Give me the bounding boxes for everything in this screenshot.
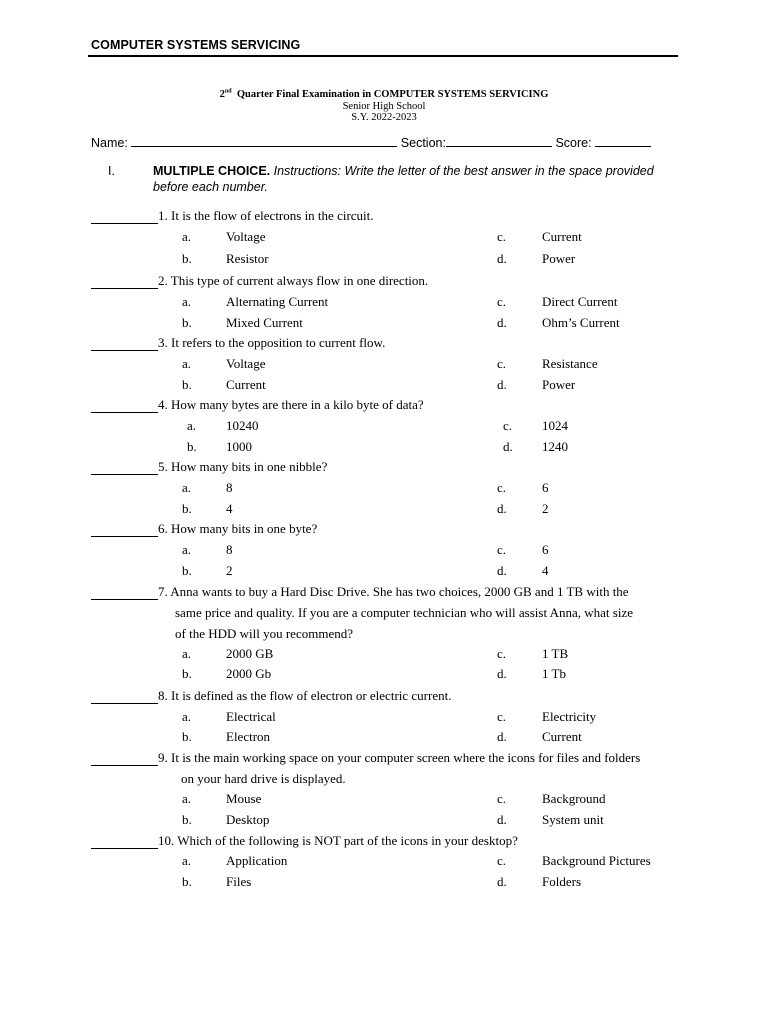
option-letter: d. [497, 251, 507, 266]
section-heading: MULTIPLE CHOICE. [153, 164, 271, 178]
option-letter: d. [497, 377, 507, 392]
question-text: 2. This type of current always flow in one direction. [158, 273, 429, 288]
section-instructions [153, 164, 663, 195]
option-text: Power [542, 377, 576, 392]
option-letter: b. [182, 666, 192, 681]
option-letter: b. [182, 812, 192, 827]
option-letter: b. [182, 501, 192, 516]
option-text: Current [226, 377, 266, 392]
option-letter: d. [497, 315, 507, 330]
option-letter: c. [497, 480, 507, 495]
question-text: 6. How many bits in one byte? [158, 521, 318, 536]
header-divider [88, 55, 678, 57]
option-text: Electron [226, 729, 271, 744]
section-label: Section: [400, 136, 446, 150]
option-text: 1 TB [542, 646, 569, 661]
exam-title-ordinal: 2 [219, 89, 225, 100]
option-letter: d. [497, 666, 507, 681]
name-label: Name: [91, 136, 128, 150]
question-text: 1. It is the flow of electrons in the circuit. [158, 208, 374, 223]
option-text: Background Pictures [542, 853, 651, 868]
option-text: Ohm’s Current [542, 315, 620, 330]
option-text: 1 Tb [542, 666, 566, 681]
option-text: 8 [226, 480, 233, 495]
option-letter: d. [503, 439, 513, 454]
name-field[interactable] [131, 135, 397, 147]
option-text: Voltage [226, 229, 266, 244]
question-text: 9. It is the main working space on your computer screen where the icons for files and folders [158, 750, 641, 765]
option-text: Electrical [226, 709, 276, 724]
option-text: 1000 [226, 439, 252, 454]
section-field[interactable] [446, 135, 552, 147]
option-text: Background [542, 791, 606, 806]
option-text: Folders [542, 874, 581, 889]
answer-blank[interactable] [91, 848, 158, 849]
option-letter: a. [182, 229, 192, 244]
question-text-continuation: same price and quality. If you are a computer technician who will assist Anna, what size [175, 605, 633, 620]
question-text: 7. Anna wants to buy a Hard Disc Drive. She has two choices, 2000 GB and 1 TB with the [158, 584, 629, 599]
option-text: 4 [226, 501, 233, 516]
option-text: Mouse [226, 791, 262, 806]
option-text: Application [226, 853, 288, 868]
option-text: 10240 [226, 418, 259, 433]
exam-title [0, 89, 768, 100]
option-letter: b. [182, 251, 192, 266]
option-letter: c. [497, 709, 507, 724]
option-letter: a. [182, 709, 192, 724]
option-letter: a. [187, 418, 197, 433]
option-letter: b. [182, 315, 192, 330]
option-letter: c. [497, 294, 507, 309]
option-letter: d. [497, 729, 507, 744]
option-text: Files [226, 874, 252, 889]
answer-blank[interactable] [91, 412, 158, 413]
exam-level: Senior High School [342, 101, 426, 112]
option-letter: a. [182, 791, 192, 806]
option-text: Desktop [226, 812, 270, 827]
instructions-text: Instructions: Write the letter of the best answer in the space provided before each number. [153, 164, 654, 194]
option-text: 2 [542, 501, 549, 516]
option-text: 6 [542, 542, 549, 557]
option-letter: b. [182, 874, 192, 889]
option-text: 1024 [542, 418, 568, 433]
option-letter: c. [497, 791, 507, 806]
option-text: 2000 Gb [226, 666, 272, 681]
option-text: Current [542, 229, 582, 244]
option-text: 8 [226, 542, 233, 557]
answer-blank[interactable] [91, 703, 158, 704]
option-letter: b. [182, 729, 192, 744]
question-text: 4. How many bytes are there in a kilo byte of data? [158, 397, 424, 412]
option-text: Power [542, 251, 576, 266]
answer-blank[interactable] [91, 223, 158, 224]
answer-blank[interactable] [91, 536, 158, 537]
question-text-continuation: on your hard drive is displayed. [181, 771, 346, 786]
option-letter: a. [182, 294, 192, 309]
option-letter: a. [182, 646, 192, 661]
student-info-line [91, 135, 651, 150]
option-letter: d. [497, 812, 507, 827]
option-text: Mixed Current [226, 315, 303, 330]
option-text: Direct Current [542, 294, 618, 309]
option-letter: d. [497, 501, 507, 516]
question-text-continuation: of the HDD will you recommend? [175, 626, 353, 641]
option-letter: b. [182, 563, 192, 578]
option-text: Current [542, 729, 582, 744]
option-text: 2000 GB [226, 646, 274, 661]
option-text: System unit [542, 812, 604, 827]
option-letter: b. [187, 439, 197, 454]
exam-title-ordinal-suffix: nd [224, 88, 232, 95]
question-text: 10. Which of the following is NOT part of the icons in your desktop? [158, 833, 518, 848]
answer-blank[interactable] [91, 599, 158, 600]
answer-blank[interactable] [91, 474, 158, 475]
answer-blank[interactable] [91, 288, 158, 289]
option-text: 1240 [542, 439, 568, 454]
question-text: 3. It refers to the opposition to current flow. [158, 335, 386, 350]
score-label: Score: [555, 136, 592, 150]
option-letter: d. [497, 563, 507, 578]
option-letter: c. [497, 646, 507, 661]
option-letter: c. [497, 229, 507, 244]
header-title: COMPUTER SYSTEMS SERVICING [91, 38, 301, 52]
option-text: Resistor [226, 251, 269, 266]
option-letter: a. [182, 356, 192, 371]
section-number: I. [108, 164, 115, 178]
option-text: Voltage [226, 356, 266, 371]
option-letter: a. [182, 542, 192, 557]
option-letter: a. [182, 480, 192, 495]
option-text: 2 [226, 563, 233, 578]
option-letter: c. [497, 356, 507, 371]
exam-school-year: S.Y. 2022-2023 [351, 112, 417, 123]
option-text: Alternating Current [226, 294, 329, 309]
option-letter: b. [182, 377, 192, 392]
option-text: 6 [542, 480, 549, 495]
option-text: Electricity [542, 709, 597, 724]
answer-blank[interactable] [91, 765, 158, 766]
score-field[interactable] [595, 135, 651, 147]
option-letter: a. [182, 853, 192, 868]
option-letter: d. [497, 874, 507, 889]
option-letter: c. [497, 542, 507, 557]
exam-title-text: Quarter Final Examination in COMPUTER SYSTEMS SERVICING [236, 89, 549, 100]
option-text: Resistance [542, 356, 598, 371]
option-text: 4 [542, 563, 549, 578]
option-letter: c. [497, 853, 507, 868]
question-text: 8. It is defined as the flow of electron or electric current. [158, 688, 452, 703]
option-letter: c. [503, 418, 513, 433]
answer-blank[interactable] [91, 350, 158, 351]
question-text: 5. How many bits in one nibble? [158, 459, 328, 474]
